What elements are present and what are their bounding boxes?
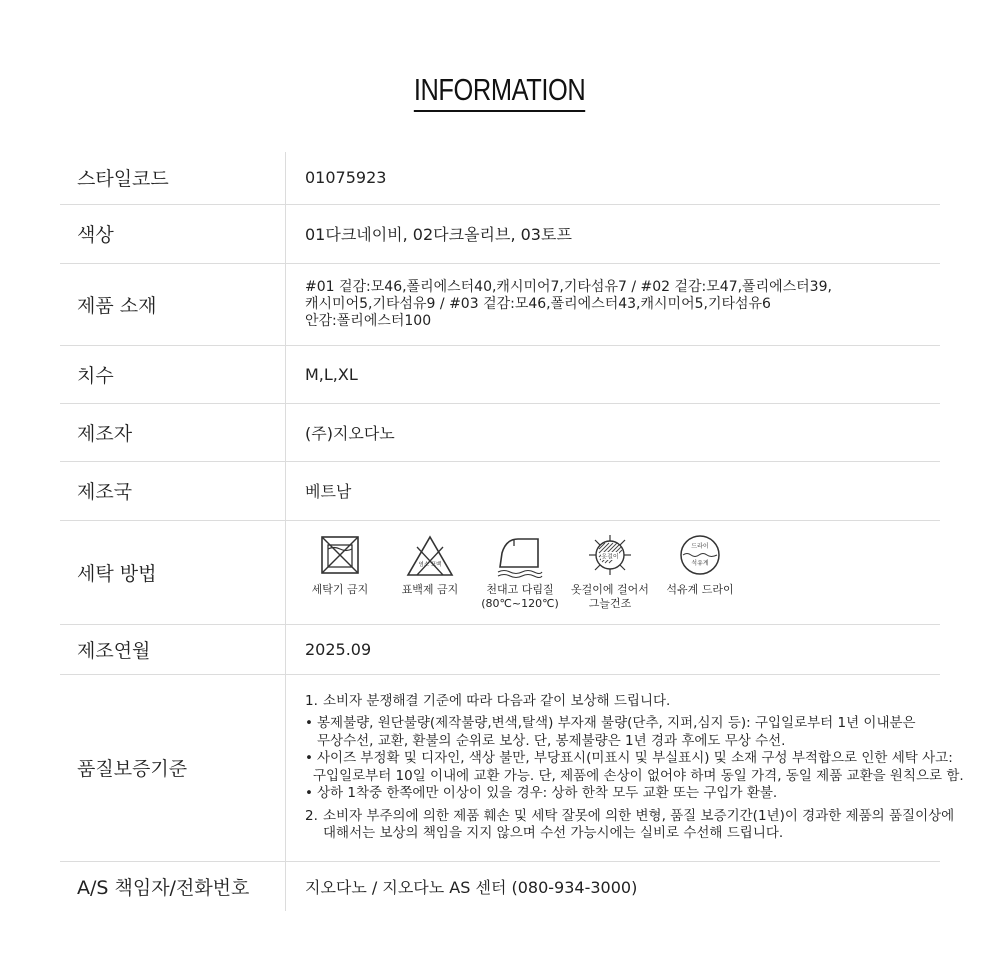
iron-icon [494, 533, 546, 579]
wash-caption [571, 583, 649, 611]
page-title: INFORMATION [414, 72, 586, 112]
row-label: 색상 [60, 204, 286, 263]
wash-item [565, 533, 655, 611]
row-label: 제조연월 [60, 624, 286, 674]
warranty-item: 소비자 분쟁해결 기준에 따라 다음과 같이 보상해 드립니다. [323, 692, 671, 709]
wash-item [655, 533, 745, 597]
wash-caption-line: 천대고 다림질 [486, 583, 554, 596]
table-row-color [60, 204, 940, 263]
warranty-item-line: 소비자 부주의에 의한 제품 훼손 및 세탁 잘못에 의한 변형, 품질 보증기간(1년)이 경과한 제품의 품질이상에 [323, 807, 955, 824]
no-bleach-icon [405, 533, 455, 579]
material-value [286, 263, 941, 345]
color-value: 01다크네이비, 02다크올리브, 03토프 [286, 204, 941, 263]
dry-clean-bottom-text: 석유계 [691, 560, 709, 567]
list-number: 2. [305, 807, 318, 824]
row-label: 치수 [60, 345, 286, 403]
dry-clean-icon [675, 533, 725, 579]
row-label: 스타일코드 [60, 152, 286, 204]
warranty-bullet-line: 사이즈 부정확 및 디자인, 색상 불만, 부당표시(미표시 및 부실표시) 및 소재 구성 부적합으로 인한 세탁 사고: [317, 750, 953, 766]
row-label: 제조국 [60, 461, 286, 520]
maker-value: (주)지오다노 [286, 403, 941, 461]
wash-caption [481, 583, 559, 611]
material-line: 캐시미어5,기타섬유9 / #03 겉감:모46,폴리에스터43,캐시미어5,기타섬유6 [305, 295, 771, 312]
row-label: 제조자 [60, 403, 286, 461]
as-value: 지오다노 / 지오다노 AS 센터 (080-934-3000) [305, 877, 638, 897]
warranty-value [286, 674, 964, 861]
row-label: 제품 소재 [60, 263, 286, 345]
hang-dry-shade-icon [585, 533, 635, 579]
wash-item [295, 533, 385, 597]
hang-inner-text: 옷걸이 [601, 553, 619, 561]
table-row-warranty [60, 674, 940, 861]
wash-item [385, 533, 475, 597]
bullet: • [305, 785, 313, 801]
material-line: #01 겉감:모46,폴리에스터40,캐시미어7,기타섬유7 / #02 겉감:모47,폴리에스터39, [305, 278, 832, 295]
wash-caption-line: 그늘건조 [588, 597, 632, 610]
list-number: 1. [305, 692, 318, 709]
wash-caption: 표백제 금지 [401, 583, 459, 596]
washing-value [286, 520, 941, 624]
wash-caption: 석유계 드라이 [666, 583, 734, 596]
table-row-country [60, 461, 940, 520]
table-row-material [60, 263, 940, 345]
country-value: 베트남 [286, 461, 941, 520]
table-row-washing [60, 520, 940, 624]
row-label: 품질보증기준 [60, 674, 286, 861]
material-line: 안감:폴리에스터100 [305, 312, 432, 329]
size-value: M,L,XL [286, 345, 941, 403]
wash-caption-line: 옷걸이에 걸어서 [571, 583, 649, 596]
warranty-bullet-line: 상하 1착중 한쪽에만 이상이 있을 경우: 상하 한착 모두 교환 또는 구입가 환불. [317, 785, 778, 801]
table-row-date [60, 624, 940, 674]
row-label: 세탁 방법 [60, 520, 286, 624]
style-code-value: 01075923 [286, 152, 941, 204]
warranty-text [305, 692, 964, 843]
washing-icons [295, 533, 940, 611]
table-row-size [60, 345, 940, 403]
no-wash-icon [317, 533, 363, 579]
wash-caption: 세탁기 금지 [311, 583, 369, 596]
wash-item [475, 533, 565, 611]
bullet: • [305, 750, 313, 766]
warranty-bullet-line: 봉제불량, 원단불량(제작불량,변색,탈색) 부자재 불량(단추, 지퍼,심지 등): 구입일로부터 1년 이내분은 [317, 715, 916, 731]
info-title-wrap [0, 72, 1000, 112]
wash-caption-line: (80℃~120℃) [481, 597, 559, 610]
table-row-style-code [60, 152, 940, 204]
table-row-as [60, 861, 940, 911]
warranty-bullet-line: 무상수선, 교환, 환불의 순위로 보상. 단, 봉제불량은 1년 경과 후에도 무상 수선. [317, 732, 786, 749]
warranty-item-line: 대해서는 보상의 책임을 지지 않으며 수선 가능시에는 실비로 수선해 드립니다. [323, 825, 784, 841]
table-row-maker [60, 403, 940, 461]
info-table [60, 152, 964, 911]
dry-clean-top-text: 드라이 [691, 543, 709, 550]
bullet: • [305, 715, 313, 731]
date-value: 2025.09 [286, 624, 941, 674]
warranty-bullet-line: 구입일로부터 10일 이내에 교환 가능. 단, 제품에 손상이 없어야 하며 동일 가격, 동일 제품 교환을 원칙으로 함. [313, 767, 964, 784]
row-label: A/S 책임자/전화번호 [60, 861, 286, 911]
bleach-inner-text: 염소 표백 [418, 562, 442, 568]
